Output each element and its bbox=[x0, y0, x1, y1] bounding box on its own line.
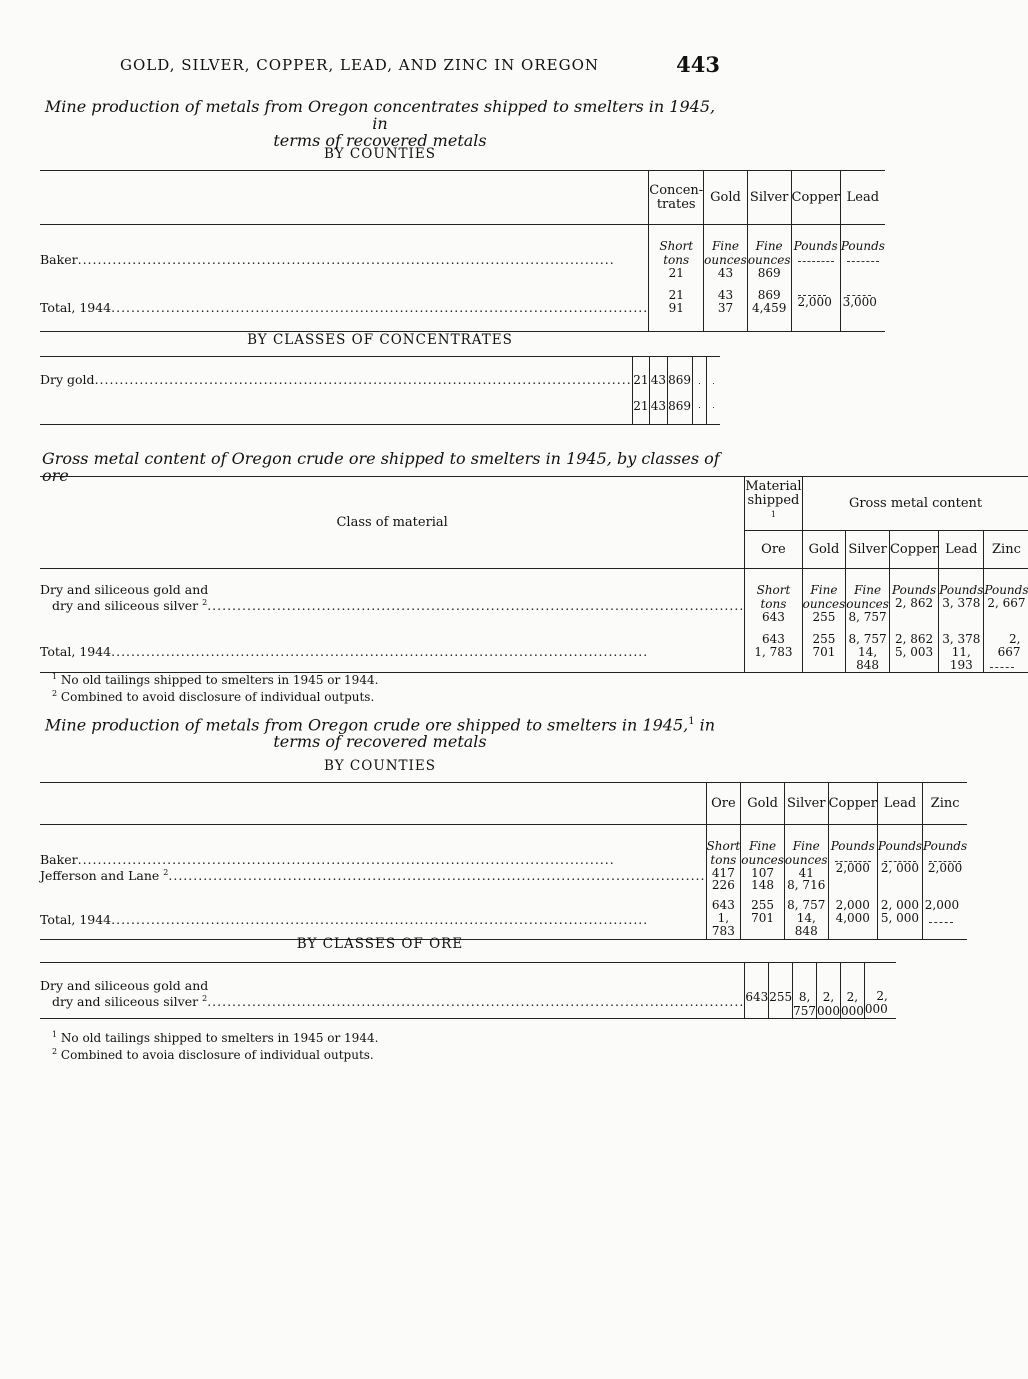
table3-section-counties: BY COUNTIES bbox=[324, 758, 436, 774]
table2-header-gross: Gross metal content bbox=[802, 477, 1028, 531]
table1-section-counties: BY COUNTIES bbox=[324, 146, 436, 162]
table2-footnotes bbox=[52, 670, 378, 704]
table2-header-silver: Silver bbox=[846, 531, 890, 569]
table3-footnotes bbox=[52, 1028, 378, 1062]
row-label-jefferson-lane: Jefferson and Lane bbox=[40, 868, 164, 884]
row-label-total: Total, 1944 bbox=[40, 912, 112, 927]
table3-title: Mine production of metals from Oregon crude ore shipped to smelters in 1945,$^1$ in terms of recovered metals bbox=[44, 715, 716, 752]
row-label-dry-siliceous: Dry and siliceous gold and bbox=[40, 582, 209, 597]
table-row: Baker ..... Short tons 21 Fine ounces 43 Fine ounces 869 Pounds Pounds bbox=[40, 225, 885, 280]
table2 bbox=[40, 476, 1028, 673]
table2-header-class: Class of material bbox=[40, 477, 745, 569]
table3 bbox=[40, 782, 967, 940]
table3-header-gold: Gold bbox=[741, 783, 785, 825]
row-label-dry-siliceous: Dry and siliceous gold and bbox=[40, 978, 209, 993]
table1-title bbox=[40, 98, 720, 149]
table-row: 21 43 869 bbox=[40, 393, 720, 425]
footnote: $^1$ No old tailings shipped to smelters in 1945 or 1944. bbox=[52, 1030, 379, 1045]
row-label-total: Total, 1944 bbox=[40, 300, 112, 315]
table-row: Dry and siliceous gold and dry and siliceous silver $^2$ ..... 643 255 8, 757 2, 000 2, 000 2, 000 bbox=[40, 963, 896, 1019]
table1-header-lead: Lead bbox=[840, 171, 885, 225]
table3-header-zinc: Zinc bbox=[923, 783, 968, 825]
table1-header-gold: Gold bbox=[704, 171, 748, 225]
table3-header-copper: Copper bbox=[828, 783, 877, 825]
table1-section-classes: BY CLASSES OF CONCENTRATES bbox=[247, 332, 513, 348]
table-row: Total, 1944 ..... 643 1, 783 255 701 8, 757 14, 848 2,000 4,000 2, 000 5, 000 2,000 bbox=[40, 891, 967, 939]
table-row: Dry and siliceous gold and dry and siliceous silver $^2$ ..... Short tons 643 Fine ounces 255 Fine ounces 8, 757 Pounds 2, 862 Pounds 3, 378 Pounds 2, 667 bbox=[40, 569, 1028, 624]
running-head bbox=[40, 52, 720, 80]
table1 bbox=[40, 170, 885, 332]
table-row: Total, 1944 ..... 21 91 43 37 869 4,459 2,000 3,000 bbox=[40, 279, 885, 331]
page-number: 443 bbox=[676, 52, 720, 77]
row-label-dry-gold: Dry gold bbox=[40, 372, 95, 387]
table2-title: Gross metal content of Oregon crude ore shipped to smelters in 1945, by classes of ore bbox=[42, 449, 720, 485]
table2-header-copper: Copper bbox=[889, 531, 938, 569]
table2-header-ore: Ore bbox=[745, 531, 802, 569]
footnote: $^1$ No old tailings shipped to smelters in 1945 or 1944. bbox=[52, 672, 379, 687]
table2-header-zinc: Zinc bbox=[984, 531, 1028, 569]
table3-header-silver: Silver bbox=[784, 783, 828, 825]
row-label-baker: Baker bbox=[40, 852, 78, 867]
table1-title-line2: terms of recovered metals bbox=[273, 131, 487, 150]
running-head-title: GOLD, SILVER, COPPER, LEAD, AND ZINC IN OREGON bbox=[120, 56, 600, 74]
table1-header-copper: Copper bbox=[791, 171, 840, 225]
table1-header-silver: Silver bbox=[747, 171, 791, 225]
table2-header-material: Material shipped $^1$ bbox=[745, 477, 802, 531]
table3-section-classes: BY CLASSES OF ORE bbox=[296, 936, 464, 952]
table1-header-concentrates: Concen- trates bbox=[649, 171, 704, 225]
table1-title-line1: Mine production of metals from Oregon concentrates shipped to smelters in 1945, in bbox=[44, 97, 716, 133]
footnote: $^2$ Combined to avoid disclosure of individual outputs. bbox=[52, 689, 375, 704]
table1-classes bbox=[40, 356, 720, 425]
table3-classes bbox=[40, 962, 896, 1019]
footnote: $^2$ Combined to avoia disclosure of individual outputs. bbox=[52, 1047, 374, 1062]
table2-header-lead: Lead bbox=[939, 531, 984, 569]
row-label-baker: Baker bbox=[40, 252, 78, 267]
table-row: Total, 1944 ..... 643 1, 783 255 701 8, 757 14, 848 2, 862 5, 003 3, 378 11, 193 2, 667 bbox=[40, 623, 1028, 673]
table2-header-gold: Gold bbox=[802, 531, 846, 569]
table-row: Baker ..... Jefferson and Lane $^2$ ..... Short tons 417 226 Fine ounces 107 148 Fine ounces 41 8, 716 Pounds 2,000 Pounds 2, 000 Pounds 2,000 bbox=[40, 825, 967, 892]
table3-header-ore: Ore bbox=[706, 783, 741, 825]
unit: Short tons bbox=[659, 239, 694, 267]
table-row: Dry gold ..... 21 43 869 bbox=[40, 357, 720, 393]
row-label-total: Total, 1944 bbox=[40, 644, 112, 659]
table3-header-lead: Lead bbox=[877, 783, 922, 825]
